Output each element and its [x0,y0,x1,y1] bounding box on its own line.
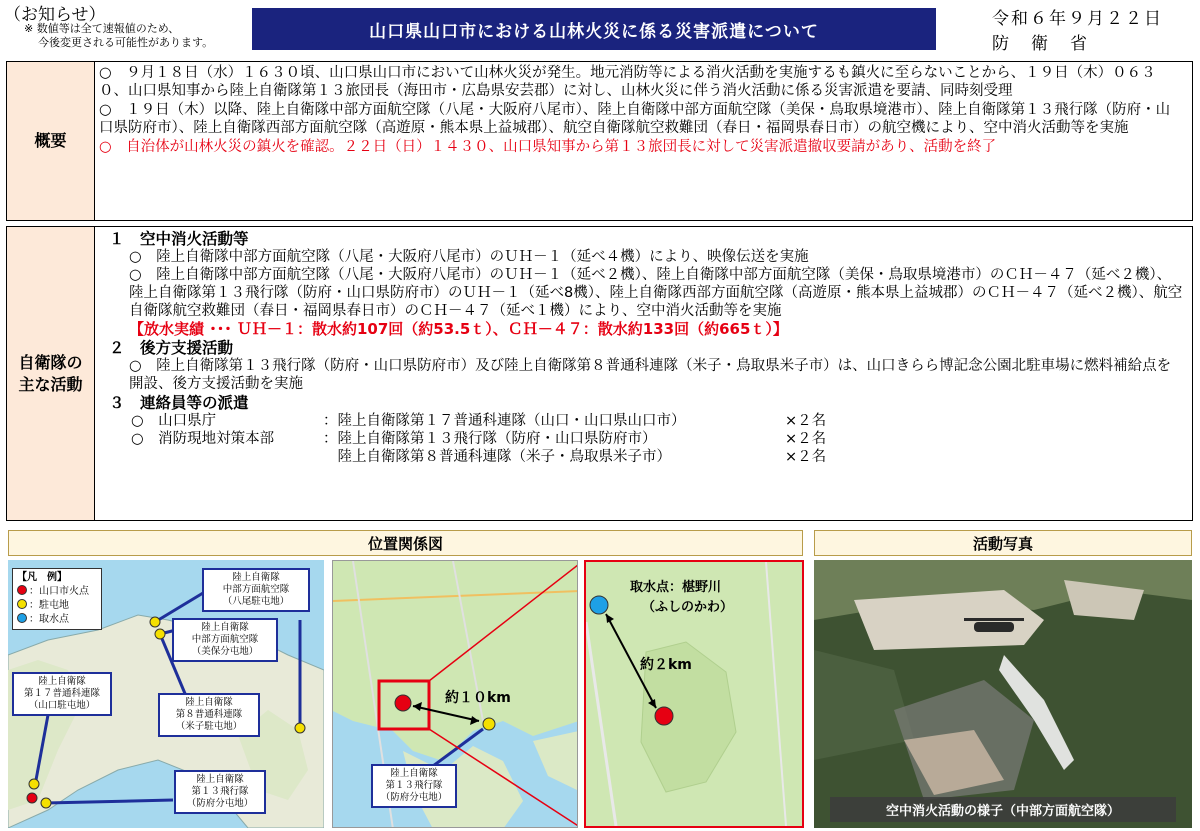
legend-water-row [17,613,97,627]
heading-logistics: ２ 後方支援活動 [109,339,234,357]
liaison-unit: ：陸上自衛隊第１７普通科連隊（山口・山口県山口市） [323,413,686,429]
fire-marker [655,707,673,725]
water-point-marker [590,596,608,614]
disclaimer-line-1: ※ 数値等は全て速報値のため、 [24,22,180,35]
base-marker [29,779,39,789]
liaison-count: ×２名 [785,413,827,429]
document-date: 令和６年９月２２日 [992,9,1163,29]
water-drop-record: 【放水実績 ･･･ ＵＨ－１：散水約107回（約53.5ｔ）、ＣＨ－４７：散水約133回（約665ｔ）】 [129,320,788,338]
liaison-row [109,412,1184,430]
base-marker [150,617,160,627]
liaison-unit: ：陸上自衛隊第１３飛行隊（防府・山口県防府市） [323,431,657,447]
unit-label-17th: 陸上自衛隊 第１７普通科連隊 （山口駐屯地） [12,672,112,716]
liaison-place [131,448,323,466]
document-title: 山口県山口市における山林火災に係る災害派遣について [252,8,936,50]
regional-map [8,560,324,828]
liaison-place: ○ 山口県庁 [131,413,217,429]
unit-label-13th: 陸上自衛隊 第１３飛行隊 （防府分屯地） [174,770,266,814]
legend-base-row [17,599,97,613]
local-area-map [332,560,578,828]
legend-base-label: ：駐屯地 [29,600,69,611]
overview-paragraph-1: ○ ９月１８日（水）１６３０頃、山口県山口市において山林火災が発生。地元消防等による消火活動を実施するも鎮火に至らないことから、１９日（木）０６３０、山口県知事から陸上自衛隊第１３旅団長（海田市・広島県安芸郡）に対し、山林火災に伴う消火活動に係る災害派遣を要請、同時刻受理 [99,65,1156,99]
heading-liaison: ３ 連絡員等の派遣 [109,394,249,412]
water-dot-icon [17,613,27,623]
activity-photo-title: 活動写真 [814,530,1192,556]
photo-caption: 空中消火活動の様子（中部方面航空隊） [830,797,1176,822]
heading-aerial-firefighting: １ 空中消火活動等 [109,230,249,248]
map-legend [12,568,102,630]
detail-map [584,560,804,828]
unit-label-13th-local: 陸上自衛隊 第１３飛行隊 （防府分屯地） [371,764,457,808]
issuing-ministry: 防衛省 [992,34,1109,54]
legend-water-label: ：取水点 [29,614,69,625]
legend-fire-label: ：山口市火点 [29,586,89,597]
liaison-unit: 陸上自衛隊第８普通科連隊（米子・鳥取県米子市） [323,449,671,465]
aerial-item-2: ○ 陸上自衛隊中部方面航空隊（八尾・大阪府八尾市）のＵＨ－１（延べ２機）、陸上自衛隊中部方面航空隊（美保・鳥取県境港市）のＣＨ－４７（延べ２機）、陸上自衛隊第１３飛行隊（防府・山口県防府市）のＵＨ－１（延べ8機）、陸上自衛隊西部方面航空隊（高遊原・熊本県上益城郡）のＣＨ－４７（延べ２機）、航空自衛隊航空救難団（春日・福岡県春日市）のＣＨ－４７（延べ１機）により、空中消火活動等を実施 [129,267,1183,319]
liaison-row [109,430,1184,448]
legend-title: 【凡 例】 [17,572,67,583]
distance-2km-label: 約２km [640,657,692,673]
activities-label-line-1: 自衛隊の [18,352,83,372]
base-dot-icon [17,599,27,609]
activity-photo [814,560,1192,828]
activities-section [6,226,1193,521]
logistics-item: ○ 陸上自衛隊第１３飛行隊（防府・山口県防府市）及び陸上自衛隊第８普通科連隊（米子・鳥取県米子市）は、山口きらら博記念公園北駐車場に燃料補給点を開設、後方支援活動を実施 [129,358,1172,392]
unit-label-8th: 陸上自衛隊 第８普通科連隊 （米子駐屯地） [158,693,260,737]
location-map-title: 位置関係図 [8,530,803,556]
base-marker [483,718,495,730]
unit-label-miho: 陸上自衛隊 中部方面航空隊 （美保分屯地） [172,618,278,662]
activity-photo-drawing [814,560,1192,828]
water-point-label: 取水点：椹野川 [630,580,722,595]
fire-marker [27,793,37,803]
disclaimer-line-2: 今後変更される可能性があります。 [38,36,214,49]
water-point-kana: （ふしのかわ） [642,600,734,615]
overview-paragraph-2: ○ １９日（木）以降、陸上自衛隊中部方面航空隊（八尾・大阪府八尾市）、陸上自衛隊中部方面航空隊（美保・鳥取県境港市）、陸上自衛隊第１３飛行隊（防府・山口県防府市）、陸上自衛隊西部方面航空隊（高遊原・熊本県上益城郡）、航空自衛隊航空救難団（春日・福岡県春日市）の航空機により、空中消火活動等を実施 [99,102,1171,136]
overview-body [95,62,1192,220]
base-marker [155,629,165,639]
fire-dot-icon [17,585,27,595]
base-marker [295,723,305,733]
overview-section [6,61,1193,221]
activities-label [7,227,95,520]
unit-label-yao: 陸上自衛隊 中部方面航空隊 （八尾駐屯地） [202,568,310,612]
legend-fire-row [17,585,97,599]
activities-body [95,227,1192,520]
aerial-item-1: ○ 陸上自衛隊中部方面航空隊（八尾・大阪府八尾市）のＵＨ－１（延べ４機）により、映像伝送を実施 [129,249,809,265]
liaison-count: ×２名 [785,431,827,447]
base-marker [41,798,51,808]
overview-label: 概要 [7,62,95,220]
fire-marker [395,695,411,711]
disclaimer-note [24,22,213,50]
liaison-count: ×２名 [785,449,827,465]
overview-paragraph-3: ○ 自治体が山林火災の鎮火を確認。２２日（日）１４３０、山口県知事から第１３旅団長に対して災害派遣撤収要請があり、活動を終了 [99,139,997,155]
notice-label: （お知らせ） [4,5,106,25]
liaison-place: ○ 消防現地対策本部 [131,431,275,447]
distance-10km-label: 約１０km [445,690,511,706]
activities-label-line-2: 主な活動 [18,374,83,394]
liaison-row [109,448,1184,466]
